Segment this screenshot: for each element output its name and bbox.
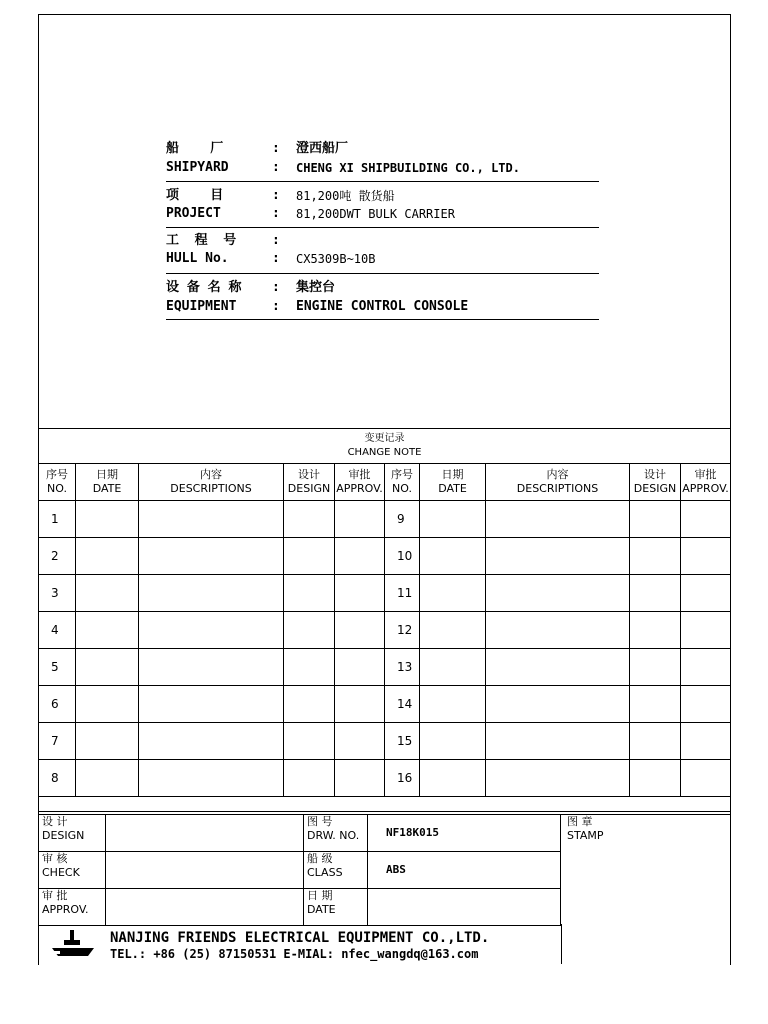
spacer-row [39, 797, 731, 812]
column-header-en: DESIGN [287, 482, 331, 495]
drw-no-label-en: DRW. NO. [307, 829, 360, 842]
approv-value [106, 889, 304, 926]
row-number: 8 [39, 760, 76, 797]
company-name: NANJING FRIENDS ELECTRICAL EQUIPMENT CO.,LTD. [110, 930, 490, 946]
project-en-value: 81,200DWT BULK CARRIER [296, 207, 455, 221]
column-header-cn: 设计 [298, 468, 320, 481]
column-header-cn: 内容 [200, 468, 222, 481]
approv-label-en: APPROV. [42, 903, 89, 916]
class-label-en: CLASS [307, 866, 343, 879]
change-note-header-row [39, 464, 731, 501]
design-value [106, 815, 304, 852]
table-row [39, 575, 731, 612]
column-header [420, 464, 486, 501]
table-row [39, 686, 731, 723]
row-number: 3 [39, 575, 76, 612]
check-label [39, 852, 106, 889]
hull-cn-label: 工 程 号 [166, 233, 237, 248]
change-note-title [39, 429, 731, 464]
date-label-cn: 日 期 [307, 889, 333, 902]
class-label [304, 852, 368, 889]
row-number: 15 [385, 723, 420, 760]
column-header-cn: 设计 [644, 468, 666, 481]
column-header-en: DATE [92, 482, 122, 495]
divider [561, 924, 562, 964]
table-row [39, 760, 731, 797]
row-number: 10 [385, 538, 420, 575]
divider [166, 273, 599, 274]
row-number: 13 [385, 649, 420, 686]
check-label-en: CHECK [42, 866, 80, 879]
row-number: 6 [39, 686, 76, 723]
column-header-cn: 序号 [46, 468, 68, 481]
company-contact: TEL.: +86 (25) 87150531 E-MIAL: nfec_wangdq@163.com [110, 947, 479, 961]
check-value [106, 852, 304, 889]
date-value [368, 889, 561, 926]
row-number: 1 [39, 501, 76, 538]
design-label [39, 815, 106, 852]
column-header [39, 464, 76, 501]
company-logo-icon [50, 928, 96, 960]
drw-no-label [304, 815, 368, 852]
table-row [39, 723, 731, 760]
class-value: ABS [368, 852, 561, 889]
column-header [486, 464, 630, 501]
shipyard-en-label: SHIPYARD [166, 160, 229, 175]
shipyard-cn-label: 船 厂 [166, 141, 224, 156]
title-block [38, 814, 731, 926]
project-cn-label: 项 目 [166, 188, 224, 203]
column-header-en: NO. [47, 482, 67, 495]
row-number: 11 [385, 575, 420, 612]
column-header [284, 464, 335, 501]
column-header [139, 464, 284, 501]
column-header-en: DESIGN [633, 482, 677, 495]
column-header-en: DESCRIPTIONS [516, 482, 599, 495]
hull-en-value: CX5309B~10B [296, 252, 376, 266]
row-number: 9 [385, 501, 420, 538]
equipment-cn-label: 设 备 名 称 [166, 280, 242, 295]
stamp-label-en: STAMP [567, 829, 604, 842]
table-row [39, 501, 731, 538]
stamp-label-cn: 图 章 [567, 815, 593, 828]
row-number: 5 [39, 649, 76, 686]
colon: : [272, 299, 280, 314]
column-header-en: APPROV. [336, 482, 383, 495]
divider [166, 181, 599, 182]
stamp-area [561, 815, 731, 926]
equipment-cn-value: 集控台 [296, 280, 336, 295]
drw-no-label-cn: 图 号 [307, 815, 333, 828]
table-row [39, 538, 731, 575]
shipyard-cn-value: 澄西船厂 [296, 141, 349, 156]
company-info [110, 930, 489, 962]
row-number: 4 [39, 612, 76, 649]
column-header-cn: 审批 [694, 468, 717, 481]
equipment-en-label: EQUIPMENT [166, 299, 237, 314]
equipment-en-value: ENGINE CONTROL CONSOLE [296, 299, 469, 314]
hull-en-label: HULL No. [166, 251, 229, 266]
change-note-table [38, 428, 731, 812]
colon: : [272, 141, 280, 156]
approv-label [39, 889, 106, 926]
check-label-cn: 审 核 [42, 852, 68, 865]
table-row [39, 649, 731, 686]
colon: : [272, 188, 280, 203]
colon: : [272, 206, 280, 221]
shipyard-en-value: CHENG XI SHIPBUILDING CO., LTD. [296, 161, 520, 175]
column-header-en: DESCRIPTIONS [170, 482, 252, 495]
column-header-cn: 审批 [348, 468, 371, 481]
colon: : [272, 280, 280, 295]
column-header-cn: 序号 [391, 468, 413, 481]
divider [166, 227, 599, 228]
design-label-en: DESIGN [42, 829, 85, 842]
column-header-cn: 日期 [441, 468, 464, 481]
row-number: 16 [385, 760, 420, 797]
column-header-en: DATE [438, 482, 467, 495]
project-en-label: PROJECT [166, 206, 221, 221]
row-number: 7 [39, 723, 76, 760]
colon: : [272, 251, 280, 266]
row-number: 2 [39, 538, 76, 575]
change-note-title-cn: 变更记录 [364, 433, 405, 444]
column-header-cn: 日期 [96, 468, 118, 481]
column-header-cn: 内容 [546, 468, 569, 481]
column-header-en: NO. [392, 482, 412, 495]
colon: : [272, 233, 280, 248]
class-label-cn: 船 级 [307, 852, 333, 865]
approv-label-cn: 审 批 [42, 889, 68, 902]
column-header [385, 464, 420, 501]
row-number: 12 [385, 612, 420, 649]
change-note-title-en: CHANGE NOTE [347, 447, 422, 458]
column-header-en: APPROV. [682, 482, 729, 495]
divider [166, 319, 599, 320]
drw-no-value: NF18K015 [368, 815, 561, 852]
table-row [39, 612, 731, 649]
column-header [630, 464, 681, 501]
column-header [335, 464, 385, 501]
project-cn-value: 81,200吨 散货船 [296, 189, 395, 203]
date-label [304, 889, 368, 926]
colon: : [272, 160, 280, 175]
column-header [76, 464, 139, 501]
date-label-en: DATE [307, 903, 336, 916]
design-label-cn: 设 计 [42, 815, 68, 828]
column-header [681, 464, 731, 501]
row-number: 14 [385, 686, 420, 723]
